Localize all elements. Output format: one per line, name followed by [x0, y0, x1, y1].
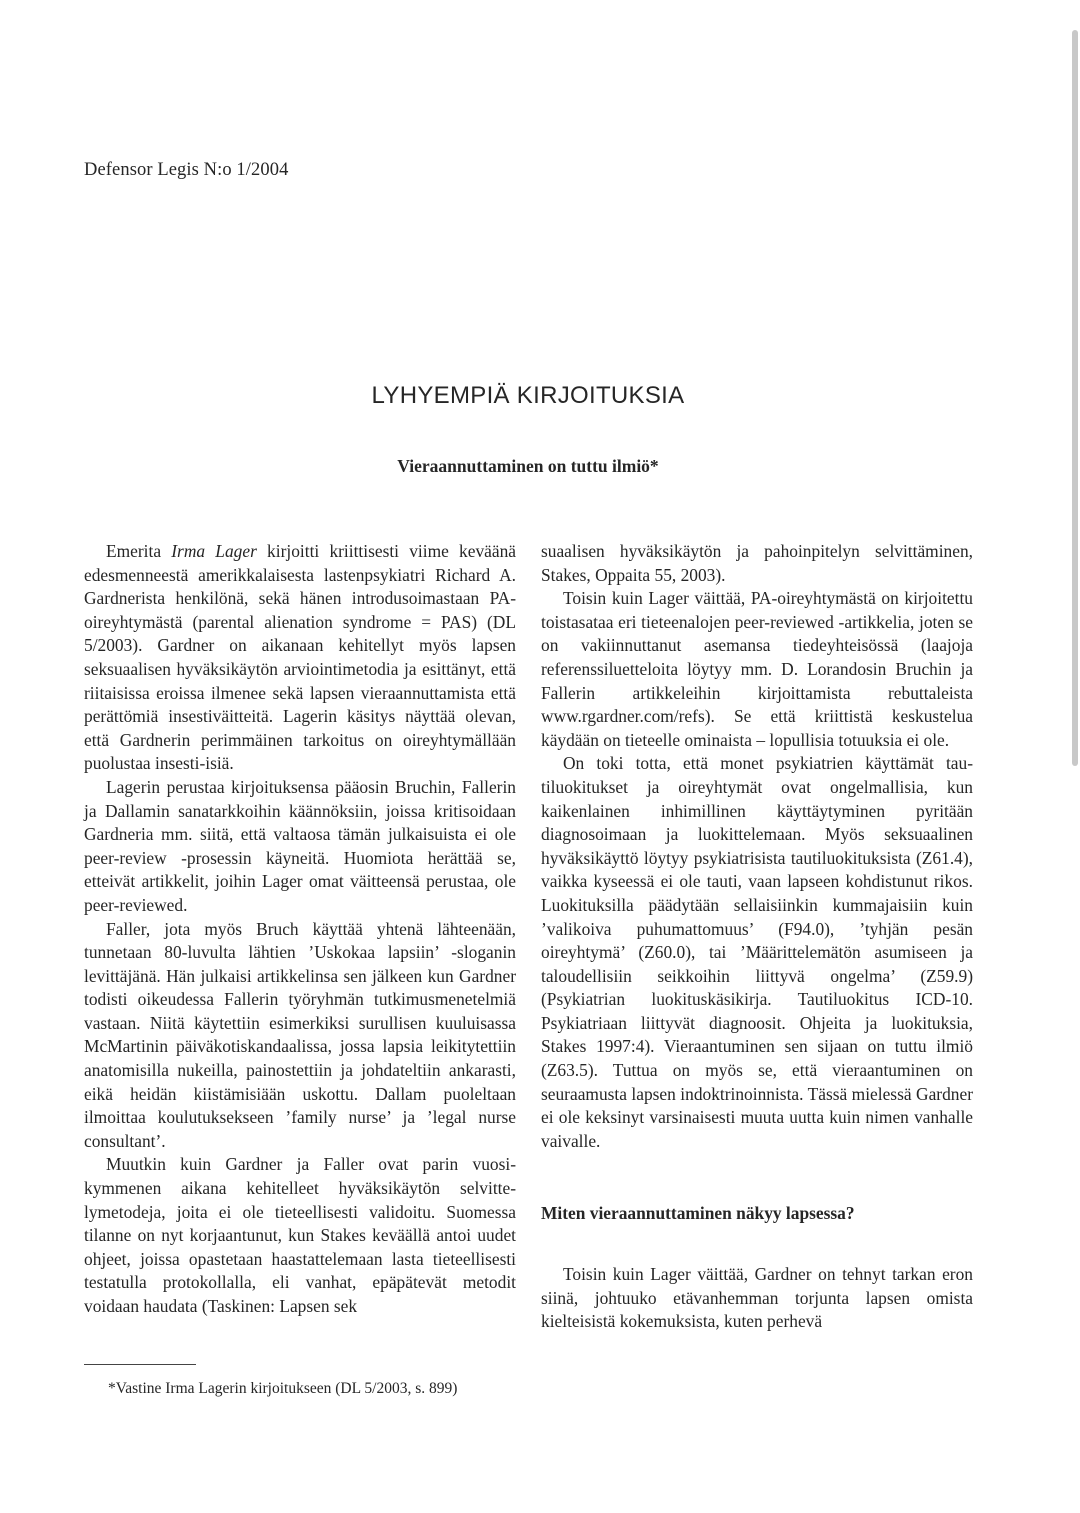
- paragraph-text: Emerita: [106, 541, 172, 561]
- paragraph: Lagerin perustaa kirjoituksensa pääosin Bruchin, Fallerin ja Dallamin sanatarkkoihin käännöksiin, joissa kritisoidaan Gardneria mm. siitä, että valtaosa tämän julkaisuista ei ole peer-review -prosessin käyneitä. Huomiota herättää se, etteivät artikkelit, joihin Lager omat väitteensä perustaa, ole peer-reviewed.: [84, 776, 516, 915]
- paragraph: On toki totta, että monet psykiatrien käyttämät tautiluokitukset ja oireyhtymät ovat ongelmallisia, kun kaikenlainen inhimillinen käyttäytyminen pyritään diagnosoimaan ja luokittelemaan. Myös seksuaalinen hyväksikäyttö löytyy psykiatrisista tautiluokituksista (Z61.4), vaikka kyseessä ei ole tauti, vaan lapseen kohdistunut rikos. Luokituksilla päädytään sellaisiinkin kummajaisiin kuin ’valikoiva puhumattomuus’ (F94.0), ’tyhjän pesän oireyhtymä’ (Z60.0), tai ’Määrittelemätön asumiseen ja taloudellisiin seikkoihin liittyvä ongelma’ (Z59.9) (Psykiatrian luokituskäsikirja. Tautiluokitus ICD-10. Psykiatriaan liittyvät diagnoosit. Ohjeita ja luokituksia, Stakes 1997:4). Vieraantuminen sen sijaan on tuttu ilmiö (Z63.5). Tuttua on myös se, että vieraantuminen on seuraamusta lapsen indoktrinoinnista. Tässä mielessä Gardner ei ole keksinyt varsinaisesti muuta uutta kuin nimen vanhalle vaivalle.: [541, 753, 973, 1151]
- section-title: LYHYEMPIÄ KIRJOITUKSIA: [371, 382, 685, 409]
- scrollbar[interactable]: [1070, 0, 1080, 1513]
- paragraph: Toisin kuin Lager väittää, PA-oireyhtymästä on kirjoitettu toistasataa eri tieteenalojen peer-reviewed -artikkelia, joten se on vakiinnuttanut asemansa tiedeyhteisössä (laajoja referenssiluetteloita löytyy mm. D. Lorandosin Bruchin ja Fallerin artikkeleihin kirjoittamista rebuttaleista www.rgardner.com/refs). Se että kriittistä keskustelua käydään on tieteelle ominaista – lopullisia totuuksia ei ole.: [541, 588, 973, 750]
- author-name: Irma Lager: [171, 541, 257, 561]
- paragraph: [84, 540, 516, 776]
- paragraph-text: kirjoitti kriittisesti viime keväänä edesmenneestä amerikkalaisesta lastenpsykiatri Richard A. Gardnerista henkilönä, sekä hänen introdusoimastaan PA-oireyhtymästä (parental alienation syndrome = PAS) (DL 5/2003). Gardner on aikanaan kehitellyt myös lapsen seksuaalisen hyväksikäytön arviointimetodia ja esittänyt, että riitaisissa eroissa ilmenee sekä lapsen vieraannuttamista että perättömiä insestiväitteitä. Lagerin käsitys näyttää olevan, että Gardnerin perimmäinen tarkoitus on oireyhtymällään puolustaa insesti-isiä.: [84, 541, 516, 774]
- scrollbar-thumb[interactable]: [1072, 30, 1078, 766]
- journal-header: Defensor Legis N:o 1/2004: [84, 160, 289, 180]
- subheading: Miten vieraannuttaminen näkyy lapsessa?: [541, 1203, 855, 1224]
- paragraph: Muutkin kuin Gardner ja Faller ovat parin vuosikymmenen aikana kehitelleet hyväksikäytön selvittelymetodeja, joita ei ole tieteellisesti validoitu. Suomessa tilanne on nyt korjaantunut, kun Stakes keväällä antoi uudet ohjeet, joissa opastetaan haastattelemaan lasta tieteellisesti testatulla protokollalla, eli vanhat, epäpätevät metodit voidaan haudata (Taskinen: Lapsen sek: [84, 1154, 516, 1316]
- paragraph: Toisin kuin Lager väittää, Gardner on tehnyt tarkan eron siinä, johtuuko etävanhemman torjunta lapsen omista kielteisistä kokemuksista, kuten perhevä: [541, 1264, 973, 1332]
- footnote: *Vastine Irma Lagerin kirjoitukseen (DL 5/2003, s. 899): [108, 1380, 458, 1397]
- footnote-divider: [84, 1364, 196, 1365]
- right-column: [541, 540, 973, 1334]
- paragraph: Faller, jota myös Bruch käyttää yhtenä lähteenään, tunnetaan 80-luvulta lähtien ’Uskokaa lapsiin’ -sloganin levittäjänä. Hän julkaisi artikkelinsa sen jälkeen kun Gardner todisti oikeudessa Fallerin työryhmän tutkimusmenetelmiä vastaan. Niitä käytettiin esimerkiksi surullisen kuuluisassa McMartinin päiväkotiskandaalissa, jossa lapsia leikitytettiin anatomisilla nukeilla, painostettiin ja johdateltiin ankarasti, eikä heidän kiistämisiään uskottu. Dallam puoleltaan ilmoittaa koulutuksekseen ’family nurse’ ja ’legal nurse consultant’.: [84, 918, 516, 1151]
- left-column: [84, 540, 516, 1319]
- article-title: Vieraannuttaminen on tuttu ilmiö*: [397, 456, 659, 476]
- paragraph: suaalisen hyväksikäytön ja pahoinpitelyn selvittäminen, Stakes, Oppaita 55, 2003).: [541, 541, 973, 585]
